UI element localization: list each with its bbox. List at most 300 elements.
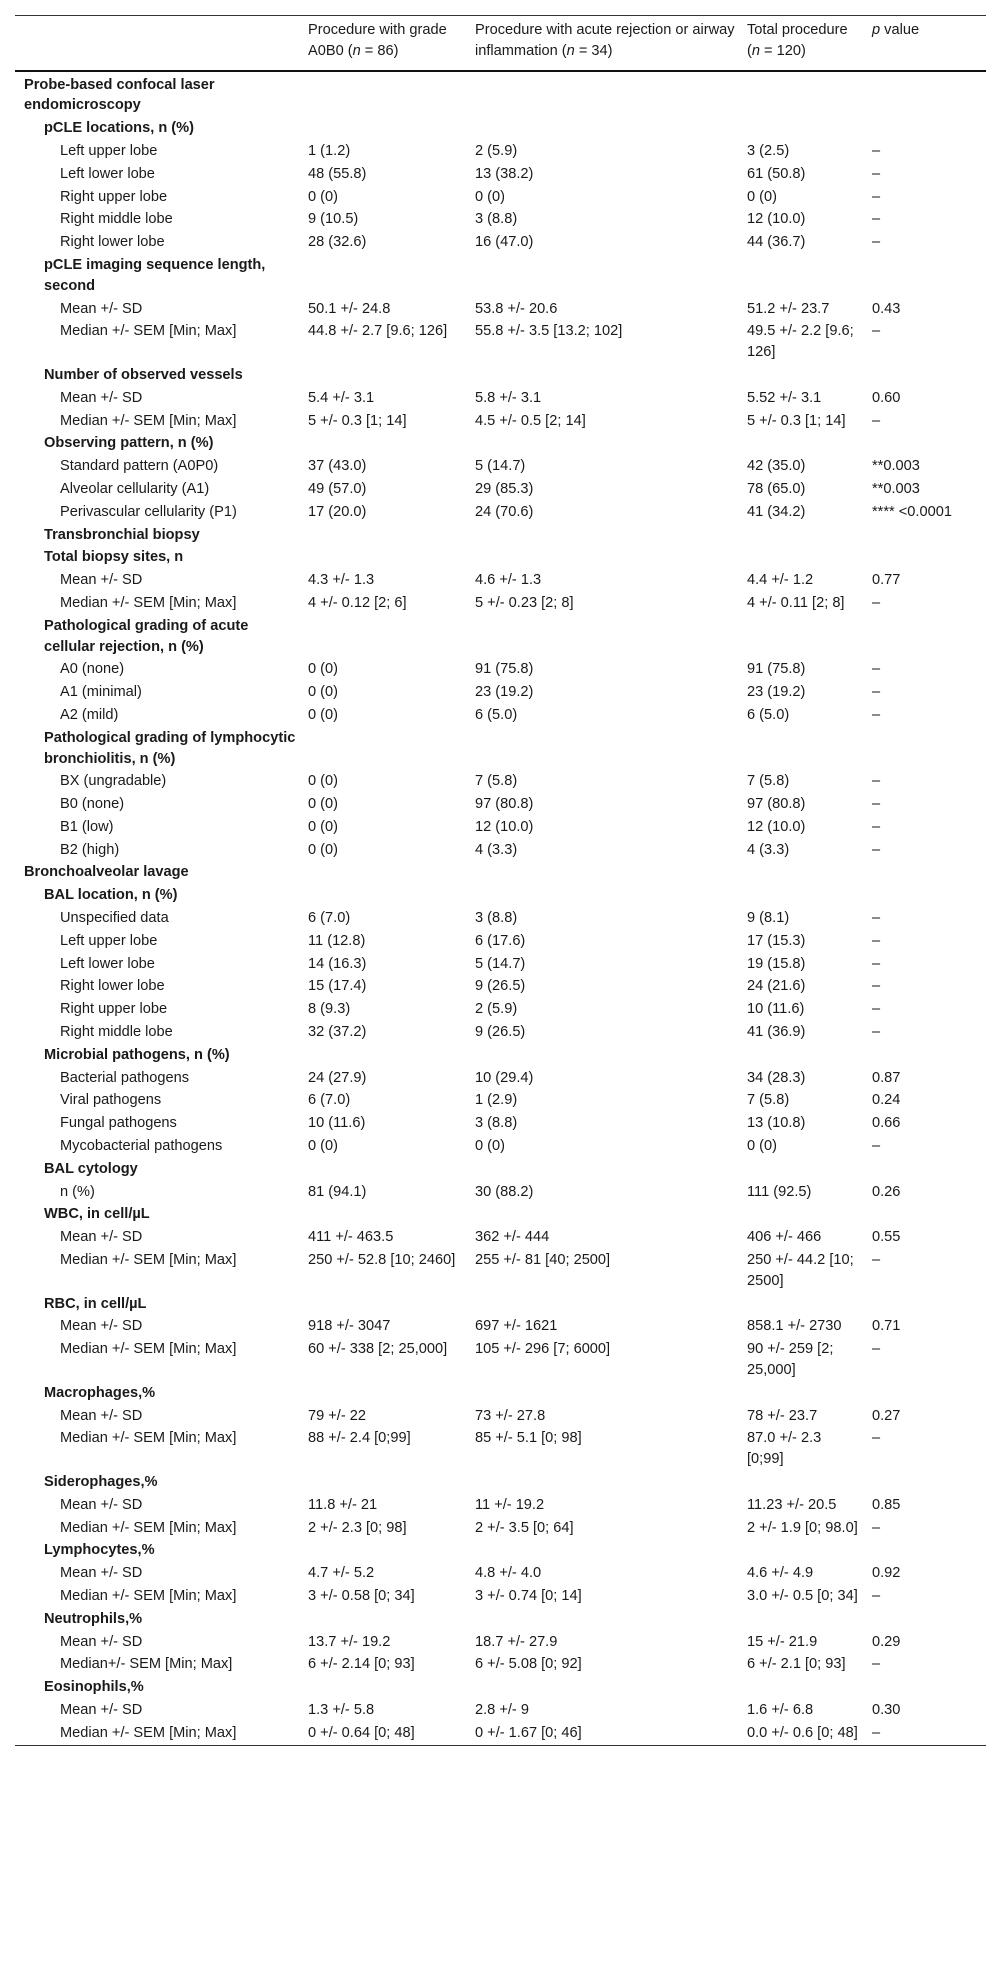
row-label: Median +/- SEM [Min; Max] [60,1519,237,1536]
cell-total [741,1158,866,1181]
section-row [15,884,986,907]
row-label: Right upper lobe [60,1001,168,1018]
cell-p-value: – [872,796,881,813]
row-label: BAL location, n (%) [44,887,178,904]
cell-p-value: 0.30 [872,1701,901,1718]
cell-grade-a0b0: 4 +/- 0.12 [2; 6] [308,594,407,611]
cell-total [741,615,866,659]
row-label: Mean +/- SD [60,389,143,406]
cell-p-value [866,1158,986,1181]
row-label: Median +/- SEM [Min; Max] [60,1430,237,1447]
cell-p-value: – [872,1024,881,1041]
cell-p-value [866,1471,986,1494]
cell-acute-rejection: 53.8 +/- 20.6 [475,300,558,317]
cell-p-value [866,1293,986,1316]
cell-grade-a0b0: 10 (11.6) [308,1115,366,1132]
table-row [15,930,986,953]
cell-p-value [866,1539,986,1562]
cell-p-value: 0.85 [872,1496,901,1513]
cell-grade-a0b0 [302,1382,469,1405]
cell-acute-rejection: 5 +/- 0.23 [2; 8] [475,594,574,611]
cell-p-value [866,884,986,907]
cell-p-value [866,432,986,455]
table-body [15,71,986,1745]
cell-grade-a0b0: 6 +/- 2.14 [0; 93] [308,1656,415,1673]
section-row [15,1471,986,1494]
table-header [15,16,986,71]
cell-p-value: – [872,412,881,429]
row-label: Pathological grading of lymphocytic bronchiolitis, n (%) [44,729,296,767]
cell-grade-a0b0: 0 (0) [308,706,339,723]
cell-acute-rejection [469,1471,741,1494]
cell-p-value: – [872,684,881,701]
cell-grade-a0b0: 918 +/- 3047 [308,1318,391,1335]
cell-total: 51.2 +/- 23.7 [747,300,830,317]
row-label: Perivascular cellularity (P1) [60,503,237,520]
cell-acute-rejection: 11 +/- 19.2 [475,1496,545,1513]
cell-p-value: **0.003 [872,458,920,475]
table-row [15,1585,986,1608]
row-label: A2 (mild) [60,706,119,723]
row-label: Siderophages,% [44,1474,158,1490]
cell-grade-a0b0 [302,1203,469,1226]
cell-total: 41 (34.2) [747,503,806,520]
cell-total [741,861,866,884]
cell-grade-a0b0: 1 (1.2) [308,142,351,159]
cell-grade-a0b0: 24 (27.9) [308,1069,367,1086]
row-label: Median +/- SEM [Min; Max] [60,1341,237,1358]
cell-acute-rejection: 105 +/- 296 [7; 6000] [475,1341,611,1358]
cell-total: 4.4 +/- 1.2 [747,572,814,589]
row-label: WBC, in cell/µL [44,1206,150,1223]
cell-acute-rejection: 0 (0) [475,1138,506,1155]
row-label: Probe-based confocal laser endomicroscopy [24,76,215,114]
table-row [15,163,986,186]
cell-grade-a0b0: 0 (0) [308,188,339,205]
cell-p-value [866,364,986,387]
table-row [15,501,986,524]
cell-total: 0.0 +/- 0.6 [0; 48] [747,1724,858,1741]
row-label: Mean +/- SD [60,1701,143,1718]
cell-p-value: – [872,978,881,995]
cell-grade-a0b0: 0 +/- 0.64 [0; 48] [308,1724,415,1741]
cell-total: 61 (50.8) [747,165,806,182]
row-label: Eosinophils,% [44,1679,144,1696]
row-label: Lymphocytes,% [44,1542,155,1559]
table-row [15,770,986,793]
cell-acute-rejection: 3 (8.8) [475,1115,518,1132]
cell-total: 19 (15.8) [747,955,806,972]
cell-acute-rejection [469,727,741,771]
cell-total: 6 +/- 2.1 [0; 93] [747,1656,846,1673]
row-label: Transbronchial biopsy [44,526,200,543]
cell-total: 15 +/- 21.9 [747,1633,818,1650]
cell-acute-rejection: 2 (5.9) [475,142,518,159]
cell-total: 7 (5.8) [747,773,790,790]
row-label: Mean +/- SD [60,1229,143,1246]
table-row [15,704,986,727]
row-label: Right upper lobe [60,188,168,205]
cell-acute-rejection: 4.5 +/- 0.5 [2; 14] [475,412,586,429]
row-label: Mean +/- SD [60,1318,143,1335]
cell-grade-a0b0: 88 +/- 2.4 [0;99] [308,1430,411,1447]
cell-p-value [866,71,986,118]
cell-acute-rejection [469,524,741,547]
cell-acute-rejection [469,364,741,387]
table-row [15,975,986,998]
table-row [15,1699,986,1722]
cell-grade-a0b0: 6 (7.0) [308,910,351,927]
cell-grade-a0b0 [302,524,469,547]
cell-acute-rejection: 12 (10.0) [475,818,534,835]
section-row [15,524,986,547]
cell-grade-a0b0: 60 +/- 338 [2; 25,000] [308,1341,448,1358]
cell-grade-a0b0: 14 (16.3) [308,955,367,972]
cell-p-value: – [872,1519,881,1536]
cell-grade-a0b0 [302,1676,469,1699]
cell-p-value: 0.66 [872,1115,901,1132]
cell-total: 91 (75.8) [747,661,806,678]
row-label: Neutrophils,% [44,1610,143,1627]
table-row [15,681,986,704]
cell-acute-rejection [469,1676,741,1699]
cell-acute-rejection: 13 (38.2) [475,165,534,182]
cell-grade-a0b0 [302,71,469,118]
cell-total [741,432,866,455]
cell-total [741,727,866,771]
section-row [15,1676,986,1699]
cell-grade-a0b0: 1.3 +/- 5.8 [308,1701,375,1718]
row-label: Observing pattern, n (%) [44,435,214,452]
cell-acute-rejection: 6 (5.0) [475,706,518,723]
cell-p-value: – [872,323,881,340]
cell-grade-a0b0: 5.4 +/- 3.1 [308,389,375,406]
cell-grade-a0b0: 0 (0) [308,1138,339,1155]
row-label: Standard pattern (A0P0) [60,458,219,475]
cell-p-value: 0.26 [872,1183,901,1200]
cell-total [741,1044,866,1067]
cell-p-value: – [872,1656,881,1673]
cell-grade-a0b0: 48 (55.8) [308,165,367,182]
cell-acute-rejection: 4 (3.3) [475,841,518,858]
header-row [15,16,986,71]
cell-grade-a0b0 [302,1158,469,1181]
cell-acute-rejection: 6 (17.6) [475,932,526,949]
cell-grade-a0b0: 50.1 +/- 24.8 [308,300,391,317]
cell-total: 90 +/- 259 [2; 25,000] [747,1341,834,1379]
cell-grade-a0b0: 250 +/- 52.8 [10; 2460] [308,1252,456,1269]
row-label: Right middle lobe [60,211,173,228]
cell-grade-a0b0: 8 (9.3) [308,1001,351,1018]
cell-grade-a0b0: 4.7 +/- 5.2 [308,1565,375,1582]
cell-acute-rejection: 1 (2.9) [475,1092,518,1109]
row-label: Right lower lobe [60,978,165,995]
cell-total: 858.1 +/- 2730 [747,1318,842,1335]
table-row [15,907,986,930]
cell-grade-a0b0: 5 +/- 0.3 [1; 14] [308,412,407,429]
cell-acute-rejection [469,861,741,884]
row-label: Median +/- SEM [Min; Max] [60,1724,237,1741]
cell-grade-a0b0: 0 (0) [308,773,339,790]
header-grade-a0b0: Procedure with grade A0B0 (n = 86) [308,22,447,59]
cell-grade-a0b0: 32 (37.2) [308,1024,367,1041]
cell-total [741,884,866,907]
cell-p-value: **** <0.0001 [872,503,952,520]
cell-total: 5.52 +/- 3.1 [747,389,822,406]
cell-acute-rejection: 10 (29.4) [475,1069,534,1086]
table-row [15,793,986,816]
table-row [15,1427,986,1471]
row-label: Median +/- SEM [Min; Max] [60,323,237,340]
header-acute-rejection: Procedure with acute rejection or airway inflammation (n = 34) [475,22,735,59]
row-label: Viral pathogens [60,1092,162,1109]
cell-total [741,524,866,547]
cell-acute-rejection: 697 +/- 1621 [475,1318,558,1335]
table-row [15,1338,986,1382]
cell-total [741,1382,866,1405]
cell-p-value: – [872,142,881,159]
row-label: Mycobacterial pathogens [60,1138,223,1155]
row-label: n (%) [60,1183,95,1200]
cell-total: 41 (36.9) [747,1024,806,1041]
section-row [15,1044,986,1067]
section-row [15,117,986,140]
cell-total: 0 (0) [747,188,778,205]
cell-grade-a0b0 [302,615,469,659]
cell-total [741,364,866,387]
row-label: Fungal pathogens [60,1115,177,1132]
cell-acute-rejection: 73 +/- 27.8 [475,1407,546,1424]
row-label: BX (ungradable) [60,773,167,790]
cell-acute-rejection [469,1539,741,1562]
table-row [15,1181,986,1204]
cell-total [741,1293,866,1316]
table-row [15,1067,986,1090]
cell-total: 12 (10.0) [747,818,806,835]
cell-grade-a0b0: 9 (10.5) [308,211,359,228]
table-row [15,658,986,681]
cell-total [741,1676,866,1699]
section-row [15,546,986,569]
cell-total [741,254,866,298]
cell-p-value [866,254,986,298]
row-label: BAL cytology [44,1160,138,1177]
cell-p-value [866,861,986,884]
cell-total: 5 +/- 0.3 [1; 14] [747,412,846,429]
cell-grade-a0b0 [302,1044,469,1067]
cell-total [741,117,866,140]
cell-acute-rejection [469,117,741,140]
table-row [15,998,986,1021]
cell-acute-rejection: 18.7 +/- 27.9 [475,1633,558,1650]
cell-acute-rejection: 3 +/- 0.74 [0; 14] [475,1587,582,1604]
cell-total [741,71,866,118]
cell-grade-a0b0 [302,117,469,140]
row-label: Mean +/- SD [60,300,143,317]
row-label: RBC, in cell/µL [44,1295,147,1312]
cell-total: 49.5 +/- 2.2 [9.6; 126] [747,323,854,361]
cell-p-value: 0.60 [872,389,901,406]
section-row [15,615,986,659]
row-label: Bacterial pathogens [60,1069,189,1086]
cell-total: 34 (28.3) [747,1069,806,1086]
row-label: Mean +/- SD [60,1633,143,1650]
cell-p-value [866,727,986,771]
cell-acute-rejection: 9 (26.5) [475,1024,526,1041]
cell-acute-rejection: 55.8 +/- 3.5 [13.2; 102] [475,323,623,340]
cell-acute-rejection: 362 +/- 444 [475,1229,550,1246]
table-row [15,1226,986,1249]
cell-p-value: – [872,165,881,182]
cell-p-value: 0.43 [872,300,901,317]
section-row [15,727,986,771]
cell-total [741,546,866,569]
cell-p-value [866,1382,986,1405]
cell-acute-rejection [469,1044,741,1067]
cell-total: 3.0 +/- 0.5 [0; 34] [747,1587,858,1604]
row-label: Number of observed vessels [44,366,243,383]
cell-acute-rejection: 9 (26.5) [475,978,526,995]
cell-p-value: 0.92 [872,1565,901,1582]
cell-acute-rejection: 91 (75.8) [475,661,534,678]
row-label: Microbial pathogens, n (%) [44,1046,230,1063]
cell-p-value [866,1044,986,1067]
row-label: Mean +/- SD [60,1407,143,1424]
section-row [15,364,986,387]
cell-total: 44 (36.7) [747,234,806,251]
row-label: Right lower lobe [60,234,165,251]
header-total: Total procedure (n = 120) [747,22,848,59]
cell-p-value [866,117,986,140]
cell-grade-a0b0: 4.3 +/- 1.3 [308,572,375,589]
row-label: Pathological grading of acute cellular rejection, n (%) [44,617,249,655]
cell-p-value: – [872,594,881,611]
row-label: Mean +/- SD [60,572,143,589]
cell-p-value: 0.55 [872,1229,901,1246]
cell-acute-rejection [469,1158,741,1181]
row-label: A1 (minimal) [60,684,142,701]
cell-total: 4.6 +/- 4.9 [747,1565,814,1582]
cell-p-value: – [872,932,881,949]
row-label: Mean +/- SD [60,1496,143,1513]
cell-p-value [866,1676,986,1699]
cell-grade-a0b0: 81 (94.1) [308,1183,367,1200]
cell-total: 4 +/- 0.11 [2; 8] [747,594,845,611]
cell-p-value [866,1608,986,1631]
table-row [15,1112,986,1135]
cell-acute-rejection: 3 (8.8) [475,211,518,228]
row-label: Median +/- SEM [Min; Max] [60,594,237,611]
row-label: Macrophages,% [44,1384,156,1401]
cell-acute-rejection [469,254,741,298]
cell-p-value: – [872,188,881,205]
cell-grade-a0b0: 28 (32.6) [308,234,367,251]
cell-p-value: – [872,773,881,790]
section-row [15,1203,986,1226]
cell-total: 23 (19.2) [747,684,806,701]
table-row [15,592,986,615]
cell-total: 97 (80.8) [747,796,806,813]
cell-acute-rejection: 29 (85.3) [475,480,534,497]
cell-acute-rejection: 30 (88.2) [475,1183,534,1200]
cell-total: 17 (15.3) [747,932,806,949]
row-label: B2 (high) [60,841,120,858]
cell-grade-a0b0: 49 (57.0) [308,480,367,497]
cell-total [741,1608,866,1631]
cell-grade-a0b0 [302,254,469,298]
cell-p-value: – [872,706,881,723]
cell-total: 12 (10.0) [747,211,806,228]
cell-acute-rejection: 0 +/- 1.67 [0; 46] [475,1724,582,1741]
cell-acute-rejection: 5 (14.7) [475,458,526,475]
header-p-value: p value [872,22,920,38]
cell-grade-a0b0: 15 (17.4) [308,978,367,995]
cell-grade-a0b0 [302,364,469,387]
row-label: Left upper lobe [60,142,158,159]
cell-grade-a0b0: 44.8 +/- 2.7 [9.6; 126] [308,323,448,340]
cell-grade-a0b0 [302,1608,469,1631]
cell-acute-rejection [469,1293,741,1316]
section-row [15,1539,986,1562]
cell-total: 1.6 +/- 6.8 [747,1701,814,1718]
row-label: Median +/- SEM [Min; Max] [60,1252,237,1269]
section-row [15,1608,986,1631]
table-row [15,231,986,254]
table-row [15,1494,986,1517]
cell-total [741,1539,866,1562]
cell-acute-rejection: 97 (80.8) [475,796,534,813]
cell-p-value: – [872,234,881,251]
cell-total: 87.0 +/- 2.3 [0;99] [747,1430,822,1468]
cell-total: 7 (5.8) [747,1092,790,1109]
results-table [15,15,986,1746]
cell-p-value: – [872,955,881,972]
cell-p-value [866,546,986,569]
cell-acute-rejection [469,1203,741,1226]
cell-grade-a0b0: 13.7 +/- 19.2 [308,1633,391,1650]
table-row [15,1089,986,1112]
cell-total: 78 +/- 23.7 [747,1407,818,1424]
cell-p-value [866,615,986,659]
cell-p-value: – [872,1138,881,1155]
cell-p-value: 0.29 [872,1633,901,1650]
cell-total: 6 (5.0) [747,706,790,723]
cell-grade-a0b0 [302,546,469,569]
row-label: Right middle lobe [60,1024,173,1041]
cell-acute-rejection [469,615,741,659]
table-row [15,186,986,209]
cell-acute-rejection: 23 (19.2) [475,684,534,701]
cell-p-value: – [872,1252,881,1269]
cell-total: 406 +/- 466 [747,1229,822,1246]
cell-total: 78 (65.0) [747,480,806,497]
section-row [15,861,986,884]
cell-acute-rejection: 5 (14.7) [475,955,526,972]
cell-acute-rejection: 2.8 +/- 9 [475,1701,529,1718]
cell-acute-rejection [469,71,741,118]
table-row [15,569,986,592]
cell-grade-a0b0: 11 (12.8) [308,932,366,949]
row-label: B0 (none) [60,796,125,813]
row-label: pCLE locations, n (%) [44,120,194,137]
cell-grade-a0b0: 3 +/- 0.58 [0; 34] [308,1587,415,1604]
cell-grade-a0b0: 411 +/- 463.5 [308,1229,394,1246]
table-row [15,1653,986,1676]
table-row [15,953,986,976]
cell-acute-rejection [469,884,741,907]
table-row [15,1631,986,1654]
row-label: Median +/- SEM [Min; Max] [60,1587,237,1604]
